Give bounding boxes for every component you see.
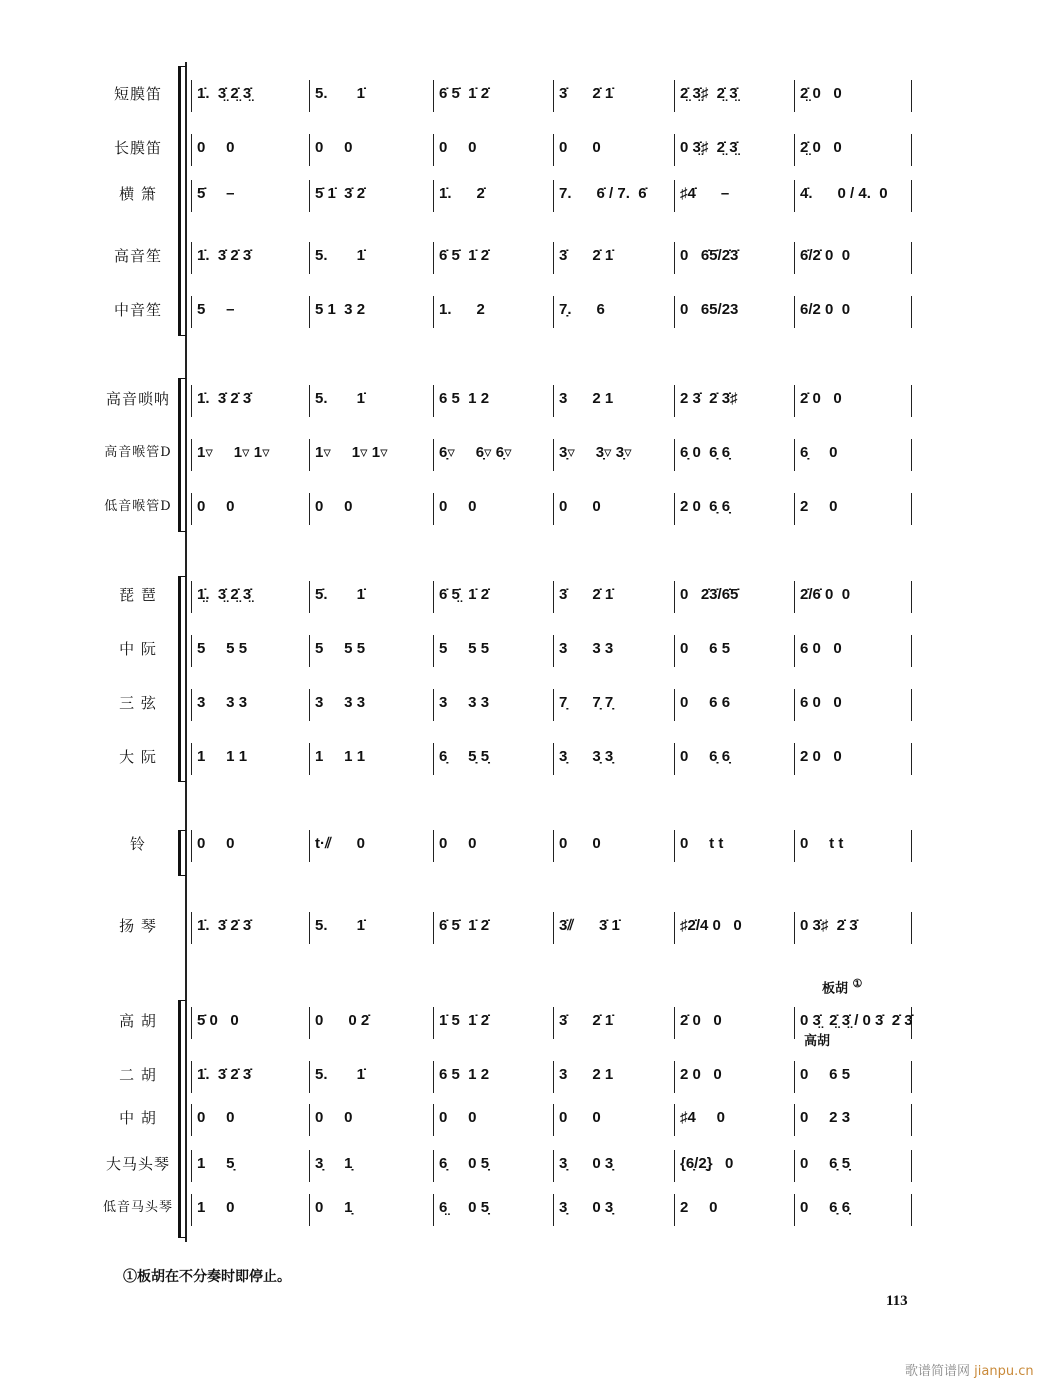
barline [674, 635, 675, 667]
barline [309, 1104, 310, 1136]
staff-row [0, 433, 1040, 473]
measure-notes: 3 3 3 [559, 640, 614, 657]
barline [794, 689, 795, 721]
measure-notes: 2 0 6̣ 6̣ [680, 498, 731, 515]
barline [309, 912, 310, 944]
barline [794, 242, 795, 274]
measure-notes: 5. 1̇ [315, 247, 366, 264]
barline [433, 743, 434, 775]
measure-notes: 0 6 6 [680, 694, 731, 711]
measure-notes: 5. 1̇ [315, 390, 366, 407]
measure-notes: 1̇. 3̤̇ 2̤̇ 3̤̇ [197, 85, 252, 102]
measure-notes: 3̣▿ 3̣▿ 3̣▿ [559, 444, 632, 461]
barline [191, 830, 192, 862]
barline [553, 296, 554, 328]
barline [794, 1061, 795, 1093]
measure-notes: 3̇⫽ 3̇ 1̇ [559, 917, 620, 934]
measure-notes: 5. 1̇ [315, 917, 366, 934]
measure-notes: 6̇/2̇ 0 0 [800, 247, 851, 264]
measure-notes: 1̇. 3̇ 2̇ 3̇ [197, 1066, 252, 1083]
instrument-label: 中 胡 [119, 1109, 157, 1127]
barline [794, 1150, 795, 1182]
measure-notes: 5̇ 1̇ 3̇ 2̇ [315, 185, 366, 202]
barline [191, 1150, 192, 1182]
staff-row [0, 487, 1040, 527]
measure-notes: 1̇ 5 1̇ 2̇ [439, 1012, 490, 1029]
barline [553, 242, 554, 274]
barline [674, 581, 675, 613]
footnote: ①板胡在不分奏时即停止。 [123, 1269, 291, 1285]
measure-notes: 0 65/23 [680, 301, 739, 318]
barline [911, 80, 912, 112]
barline [911, 385, 912, 417]
barline [309, 1150, 310, 1182]
barline [553, 1150, 554, 1182]
barline [309, 1194, 310, 1226]
measure-notes: 6̣ 0 5̣ [439, 1155, 490, 1172]
measure-notes: 0 6̇5̇/2̇3̇ [680, 247, 739, 264]
barline [433, 493, 434, 525]
barline [309, 1061, 310, 1093]
measure-notes: 1̤̇. 3̤̇ 2̤̇ 3̤̇ [197, 586, 252, 603]
barline [433, 635, 434, 667]
measure-notes: 1̇. 3̇ 2̇ 3̇ [197, 917, 252, 934]
measure-notes: 3̣ 1̣ [315, 1155, 353, 1172]
measure-notes: 1 5̣ [197, 1155, 235, 1172]
barline [911, 242, 912, 274]
barline [911, 689, 912, 721]
measure-notes: 1̇. 2̇ [439, 185, 485, 202]
staff-row [0, 1055, 1040, 1095]
instrument-label: 中 阮 [119, 640, 157, 658]
staff-row [0, 824, 1040, 864]
measure-notes: 3 2 1 [559, 1066, 614, 1083]
barline [674, 134, 675, 166]
barline [794, 581, 795, 613]
barline [553, 134, 554, 166]
measure-notes: 0 2 3 [800, 1109, 851, 1126]
instrument-label: 三 弦 [119, 694, 157, 712]
measure-notes: ♯4̇ – [680, 185, 730, 202]
page-number: 113 [886, 1293, 908, 1309]
measure-notes: 6̣ 0 [800, 444, 838, 461]
barline [794, 493, 795, 525]
staff-row [0, 1098, 1040, 1138]
barline [911, 581, 912, 613]
measure-notes: 6 5 1 2 [439, 390, 490, 407]
barline [794, 912, 795, 944]
measure-notes: 3̇ 2̇ 1̇ [559, 586, 614, 603]
barline [911, 830, 912, 862]
measure-notes: 7. 6̇ / 7. 6̇ [559, 185, 647, 202]
measure-notes: 6̇ 5̇ 1̇ 2̇ [439, 85, 490, 102]
barline [674, 743, 675, 775]
barline [433, 1104, 434, 1136]
barline [674, 1104, 675, 1136]
barline [553, 493, 554, 525]
instrument-label: 铃 [129, 835, 146, 853]
measure-notes: 5̇ 0 0 [197, 1012, 239, 1029]
measure-notes: 0 1̣ [315, 1199, 353, 1216]
barline [433, 296, 434, 328]
measure-notes: 5 5 5 [315, 640, 366, 657]
barline [191, 134, 192, 166]
barline [911, 180, 912, 212]
measure-notes: 0 t t [800, 835, 844, 852]
measure-notes: 3̇ 2̇ 1̇ [559, 1012, 614, 1029]
barline [553, 439, 554, 471]
measure-notes: 6̇ 5̇ 1̇ 2̇ [439, 917, 490, 934]
barline [794, 1194, 795, 1226]
watermark-url: jianpu.cn [974, 1364, 1034, 1379]
barline [433, 1150, 434, 1182]
barline [674, 439, 675, 471]
instrument-label: 大马头琴 [105, 1155, 170, 1173]
barline [794, 1007, 795, 1039]
footnote-mark: ① [852, 977, 863, 990]
barline [309, 1007, 310, 1039]
barline [309, 743, 310, 775]
barline [309, 689, 310, 721]
barline [911, 439, 912, 471]
staff-row [0, 575, 1040, 615]
barline [674, 296, 675, 328]
barline [433, 1061, 434, 1093]
measure-notes: 5̇. 1̇ [315, 586, 366, 603]
banhu-label-text: 板胡 [822, 981, 849, 997]
measure-notes: 0 3̤̇♯ 2̤̇ 3̤̇ [680, 139, 738, 156]
measure-notes: 2 3̇ 2̇ 3̇♯ [680, 390, 738, 407]
instrument-label: 中音笙 [113, 301, 162, 319]
measure-notes: 6 0 0 [800, 694, 842, 711]
barline [674, 1150, 675, 1182]
instrument-label: 琵 琶 [119, 586, 157, 604]
measure-notes: 1▿ 1▿ 1▿ [315, 444, 388, 461]
measure-notes: 0 3̤̇ 2̤̇ 3̤̇ / 0 3̇ 2̇ 3̇ [800, 1012, 913, 1029]
measure-notes: 2 0 0 [800, 748, 842, 765]
instrument-label: 高音笙 [113, 247, 162, 265]
barline [309, 180, 310, 212]
barline [911, 1061, 912, 1093]
barline [674, 689, 675, 721]
barline [309, 80, 310, 112]
barline [911, 1150, 912, 1182]
banhu-label [822, 977, 862, 996]
staff-row [0, 74, 1040, 114]
measure-notes: 4̇. 0 / 4. 0 [800, 185, 888, 202]
barline [553, 581, 554, 613]
barline [674, 242, 675, 274]
staff-row [0, 737, 1040, 777]
measure-notes: ♯2̇/4 0 0 [680, 917, 742, 934]
measure-notes: 1 1 1 [197, 748, 248, 765]
measure-notes: 6/2 0 0 [800, 301, 851, 318]
measure-notes: 3̣ 0 3̣ [559, 1155, 614, 1172]
barline [674, 385, 675, 417]
barline [309, 581, 310, 613]
measure-notes: 0 2̇3̇/6̇5̇ [680, 586, 739, 603]
measure-notes: 0 0 [439, 835, 477, 852]
measure-notes: 0 0 2̇ [315, 1012, 370, 1029]
barline [433, 912, 434, 944]
gaohu-sub-label: 高胡 [804, 1034, 831, 1049]
barline [794, 830, 795, 862]
barline [911, 743, 912, 775]
barline [433, 439, 434, 471]
barline [309, 385, 310, 417]
barline [674, 1007, 675, 1039]
barline [191, 912, 192, 944]
watermark-text: 歌谱简谱网 [905, 1364, 971, 1379]
staff-row [0, 683, 1040, 723]
barline [309, 493, 310, 525]
barline [911, 296, 912, 328]
measure-notes: 5̇ – [197, 185, 235, 202]
measure-notes: {6̣/2̣} 0 [680, 1155, 734, 1172]
measure-notes: 0 6̣ 6̣ [800, 1199, 851, 1216]
measure-notes: 0 0 [559, 835, 601, 852]
staff-row [0, 1188, 1040, 1228]
barline [794, 296, 795, 328]
measure-notes: 6̣▿ 6̣▿ 6̣▿ [439, 444, 512, 461]
measure-notes: 6̇ 5̇ 1̇ 2̇ [439, 247, 490, 264]
instrument-label: 大 阮 [119, 748, 157, 766]
measure-notes: 1 0 [197, 1199, 235, 1216]
barline [794, 1104, 795, 1136]
barline [191, 689, 192, 721]
barline [911, 134, 912, 166]
instrument-label: 二 胡 [119, 1066, 157, 1084]
measure-notes: 0 3̇♯ 2̇ 3̇ [800, 917, 858, 934]
barline [433, 134, 434, 166]
instrument-label: 短膜笛 [113, 85, 162, 103]
measure-notes: 3 3 3 [439, 694, 490, 711]
barline [191, 385, 192, 417]
barline [191, 80, 192, 112]
measure-notes: 2̇ 0 0 [800, 390, 842, 407]
barline [911, 635, 912, 667]
measure-notes: 0 6 5 [800, 1066, 851, 1083]
measure-notes: 0 0 [197, 139, 235, 156]
barline [553, 1104, 554, 1136]
barline [433, 1194, 434, 1226]
measure-notes: 2̇/6̇ 0 0 [800, 586, 851, 603]
measure-notes: 1̇. 3̇ 2̇ 3̇ [197, 247, 252, 264]
measure-notes: 3̣ 0 3̣ [559, 1199, 614, 1216]
barline [674, 912, 675, 944]
barline [553, 180, 554, 212]
measure-notes: 0 0 [197, 498, 235, 515]
barline [794, 134, 795, 166]
barline [191, 1061, 192, 1093]
measure-notes: 0 0 [559, 1109, 601, 1126]
measure-notes: 2 0 [800, 498, 838, 515]
measure-notes: 0 0 [559, 498, 601, 515]
staff-row [0, 1001, 1040, 1041]
measure-notes: 0 0 [315, 1109, 353, 1126]
barline [794, 743, 795, 775]
staff-row [0, 379, 1040, 419]
barline [309, 439, 310, 471]
measure-notes: 5. 1̇ [315, 1066, 366, 1083]
measure-notes: 0 0 [197, 835, 235, 852]
measure-notes: t·⫽ 0 [315, 835, 366, 852]
barline [309, 296, 310, 328]
barline [191, 743, 192, 775]
barline [433, 242, 434, 274]
barline [433, 180, 434, 212]
barline [191, 296, 192, 328]
barline [191, 581, 192, 613]
instrument-label: 低音喉管D [104, 499, 172, 514]
measure-notes: 5 5 5 [439, 640, 490, 657]
barline [433, 80, 434, 112]
measure-notes: 2̤̇ 0 0 [800, 85, 842, 102]
measure-notes: 6̤ 0 5̣ [439, 1199, 490, 1216]
measure-notes: 0 0 [439, 498, 477, 515]
instrument-label: 低音马头琴 [102, 1200, 173, 1215]
barline [794, 439, 795, 471]
measure-notes: 0 0 [439, 139, 477, 156]
measure-notes: 0 0 [315, 498, 353, 515]
measure-notes: 6 5 1 2 [439, 1066, 490, 1083]
staff-row [0, 236, 1040, 276]
barline [674, 80, 675, 112]
barline [553, 830, 554, 862]
barline [674, 1061, 675, 1093]
measure-notes: 3̇ 2̇ 1̇ [559, 247, 614, 264]
measure-notes: 7̣. 6 [559, 301, 605, 318]
instrument-label: 横 箫 [119, 185, 157, 203]
barline [433, 385, 434, 417]
measure-notes: 2̤̇ 3̤̇♯ 2̤̇ 3̤̇ [680, 85, 738, 102]
measure-notes: 6 0 0 [800, 640, 842, 657]
measure-notes: 2̇ 0 0 [680, 1012, 722, 1029]
barline [191, 1007, 192, 1039]
barline [911, 493, 912, 525]
measure-notes: 1 1 1 [315, 748, 366, 765]
barline [794, 635, 795, 667]
measure-notes: 1̇. 3̇ 2̇ 3̇ [197, 390, 252, 407]
instrument-label: 高 胡 [119, 1012, 157, 1030]
measure-notes: 0 6 5 [680, 640, 731, 657]
measure-notes: 6̣ 5̣ 5̣ [439, 748, 490, 765]
barline [191, 242, 192, 274]
measure-notes: 0 t t [680, 835, 724, 852]
barline [553, 635, 554, 667]
barline [191, 1104, 192, 1136]
barline [191, 635, 192, 667]
staff-row [0, 906, 1040, 946]
barline [191, 1194, 192, 1226]
measure-notes: 3 2 1 [559, 390, 614, 407]
staff-row [0, 1144, 1040, 1184]
barline [553, 689, 554, 721]
measure-notes: 0 0 [559, 139, 601, 156]
measure-notes: 5 5 5 [197, 640, 248, 657]
measure-notes: 3 3 3 [197, 694, 248, 711]
measure-notes: 0 0 [197, 1109, 235, 1126]
barline [553, 1061, 554, 1093]
measure-notes: 0 0 [439, 1109, 477, 1126]
barline [309, 635, 310, 667]
barline [433, 581, 434, 613]
barline [794, 385, 795, 417]
measure-notes: 5 – [197, 301, 235, 318]
measure-notes: 5. 1̇ [315, 85, 366, 102]
barline [433, 689, 434, 721]
barline [674, 180, 675, 212]
measure-notes: 3̇ 2̇ 1̇ [559, 85, 614, 102]
barline [553, 743, 554, 775]
instrument-label: 高音唢呐 [105, 390, 170, 408]
barline [191, 180, 192, 212]
barline [309, 830, 310, 862]
barline [553, 912, 554, 944]
instrument-label: 扬 琴 [119, 917, 157, 935]
staff-row [0, 174, 1040, 214]
measure-notes: 1▿ 1▿ 1▿ [197, 444, 270, 461]
barline [553, 1194, 554, 1226]
barline [911, 912, 912, 944]
staff-row [0, 629, 1040, 669]
staff-row [0, 290, 1040, 330]
staff-row [0, 128, 1040, 168]
barline [553, 1007, 554, 1039]
barline [911, 1194, 912, 1226]
watermark [905, 1360, 1034, 1379]
measure-notes: 6̣ 0 6̣ 6̣ [680, 444, 731, 461]
measure-notes: 5 1 3 2 [315, 301, 366, 318]
measure-notes: 0 6̣ 5̣ [800, 1155, 851, 1172]
measure-notes: 7̣ 7̣ 7̣ [559, 694, 614, 711]
measure-notes: 2̤̇ 0 0 [800, 139, 842, 156]
measure-notes: 3 3 3 [315, 694, 366, 711]
barline [191, 439, 192, 471]
barline [191, 493, 192, 525]
barline [674, 1194, 675, 1226]
measure-notes: 0 6̣ 6̣ [680, 748, 731, 765]
barline [674, 830, 675, 862]
measure-notes: ♯4 0 [680, 1109, 726, 1126]
barline [309, 242, 310, 274]
barline [674, 493, 675, 525]
barline [794, 180, 795, 212]
instrument-label: 高音喉管D [104, 445, 172, 460]
measure-notes: 2 0 0 [680, 1066, 722, 1083]
barline [553, 385, 554, 417]
barline [433, 830, 434, 862]
barline [911, 1104, 912, 1136]
barline [309, 134, 310, 166]
barline [433, 1007, 434, 1039]
instrument-label: 长膜笛 [113, 139, 162, 157]
measure-notes: 0 0 [315, 139, 353, 156]
barline [794, 80, 795, 112]
measure-notes: 2 0 [680, 1199, 718, 1216]
measure-notes: 1. 2 [439, 301, 485, 318]
measure-notes: 3̣ 3̣ 3̣ [559, 748, 614, 765]
measure-notes: 6̇ 5̤̇ 1̇ 2̇ [439, 586, 490, 603]
barline [553, 80, 554, 112]
